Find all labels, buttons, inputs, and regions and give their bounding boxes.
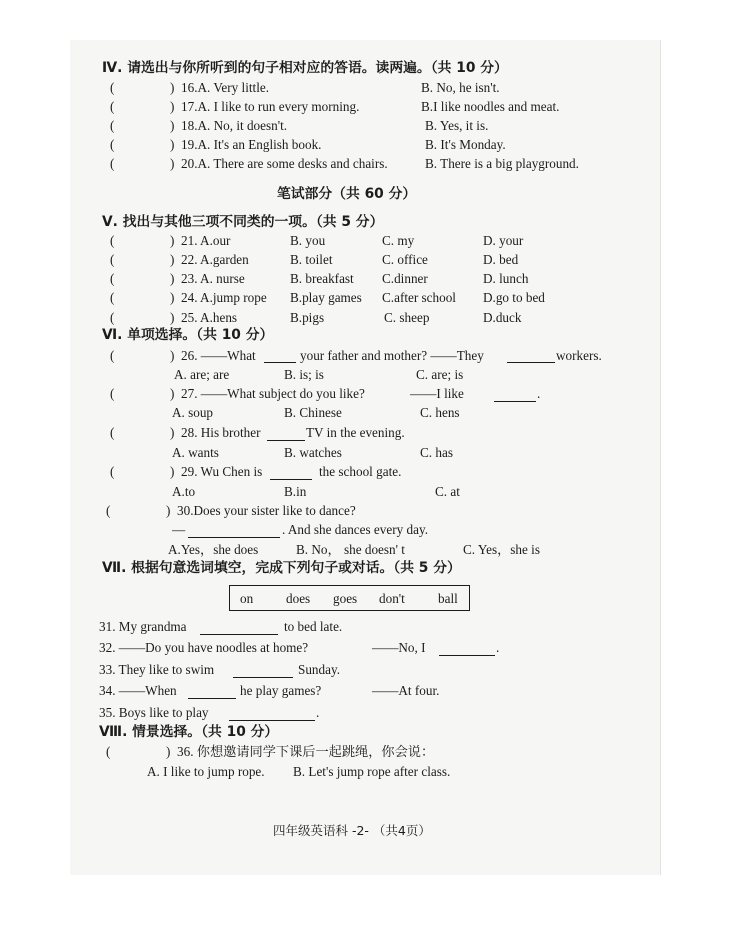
option-b: B. is; is: [284, 367, 324, 382]
answer-blank: [270, 467, 312, 480]
option-a: A. wants: [172, 445, 219, 460]
section-5-heading: Ⅴ. 找出与其他三项不同类的一项。（共 5 分）: [102, 214, 384, 230]
section-8-heading: Ⅷ. 情景选择。（共 10 分）: [99, 724, 279, 740]
option-a: A.to: [172, 484, 196, 499]
option-a: 22. A.garden: [181, 252, 249, 267]
word-option: does: [286, 591, 311, 606]
option-b: B.play games: [290, 290, 362, 305]
option-a: 23. A. nurse: [181, 271, 245, 286]
option-b: B. It's Monday.: [425, 137, 506, 152]
option-c: C. hens: [420, 405, 460, 420]
option-c: C. office: [382, 252, 428, 267]
option-b: B.in: [284, 484, 307, 499]
option-d: D.go to bed: [483, 290, 545, 305]
option-c: C. has: [420, 445, 453, 460]
option-b: B.I like noodles and meat.: [421, 99, 560, 114]
answer-blank: [188, 686, 236, 699]
section-6-heading: Ⅵ. 单项选择。（共 10 分）: [102, 327, 274, 343]
answer-blank: [233, 665, 293, 678]
answer-blank: [188, 525, 280, 538]
option-a: A.Yes，she does: [168, 542, 259, 557]
page-footer: 四年级英语科 -2- （共4页）: [273, 823, 431, 838]
option-b: B.pigs: [290, 310, 325, 325]
answer-blank: [494, 389, 536, 402]
word-option: don't: [379, 591, 405, 606]
option-c: C. Yes，she is: [463, 542, 540, 557]
option-b: B. Yes, it is.: [425, 118, 489, 133]
option-a: 25. A.hens: [181, 310, 238, 325]
option-c: C.after school: [382, 290, 456, 305]
section-4-heading: Ⅳ. 请选出与你所听到的句子相对应的答语。读两遍。（共 10 分）: [102, 60, 508, 76]
option-d: D.duck: [483, 310, 522, 325]
option-a: A. are; are: [174, 367, 230, 382]
option-b: B. breakfast: [290, 271, 354, 286]
answer-blank: [507, 350, 555, 363]
option-b: B. No, he isn't.: [421, 80, 500, 95]
option-c: C. my: [382, 233, 415, 248]
option-d: D. your: [483, 233, 524, 248]
option-b: B. No， she doesn' t: [296, 542, 405, 557]
option-b: B. toilet: [290, 252, 333, 267]
option-c: C. sheep: [384, 310, 430, 325]
option-b: B. you: [290, 233, 326, 248]
answer-blank: [229, 708, 315, 721]
option-c: C.dinner: [382, 271, 428, 286]
answer-blank: [200, 622, 278, 635]
answer-blank: [264, 350, 296, 363]
answer-blank: [439, 643, 495, 656]
section-7-heading: Ⅶ. 根据句意选词填空，完成下列句子或对话。（共 5 分）: [102, 560, 461, 576]
word-bank-box: [229, 585, 470, 611]
word-option: on: [240, 591, 254, 606]
option-a: 20.A. There are some desks and chairs.: [181, 156, 388, 171]
word-option: ball: [438, 591, 458, 606]
option-a: 24. A.jump rope: [181, 290, 267, 305]
option-a: 16.A. Very little.: [181, 80, 270, 95]
option-c: C. are; is: [416, 367, 464, 382]
option-a: 17.A. I like to run every morning.: [181, 99, 360, 114]
option-d: D. bed: [483, 252, 519, 267]
written-part-title: 笔试部分（共 60 分）: [277, 186, 417, 202]
option-b: B. Chinese: [284, 405, 342, 420]
option-a: 18.A. No, it doesn't.: [181, 118, 288, 133]
word-option: goes: [333, 591, 358, 606]
option-a: 19.A. It's an English book.: [181, 137, 322, 152]
option-d: D. lunch: [483, 271, 529, 286]
option-b: B. Let's jump rope after class.: [293, 764, 451, 779]
option-a: A. I like to jump rope.: [147, 764, 265, 779]
option-b: B. There is a big playground.: [425, 156, 579, 171]
option-c: C. at: [435, 484, 460, 499]
option-a: 21. A.our: [181, 233, 231, 248]
option-b: B. watches: [284, 445, 342, 460]
option-a: A. soup: [172, 405, 214, 420]
answer-blank: [267, 428, 305, 441]
